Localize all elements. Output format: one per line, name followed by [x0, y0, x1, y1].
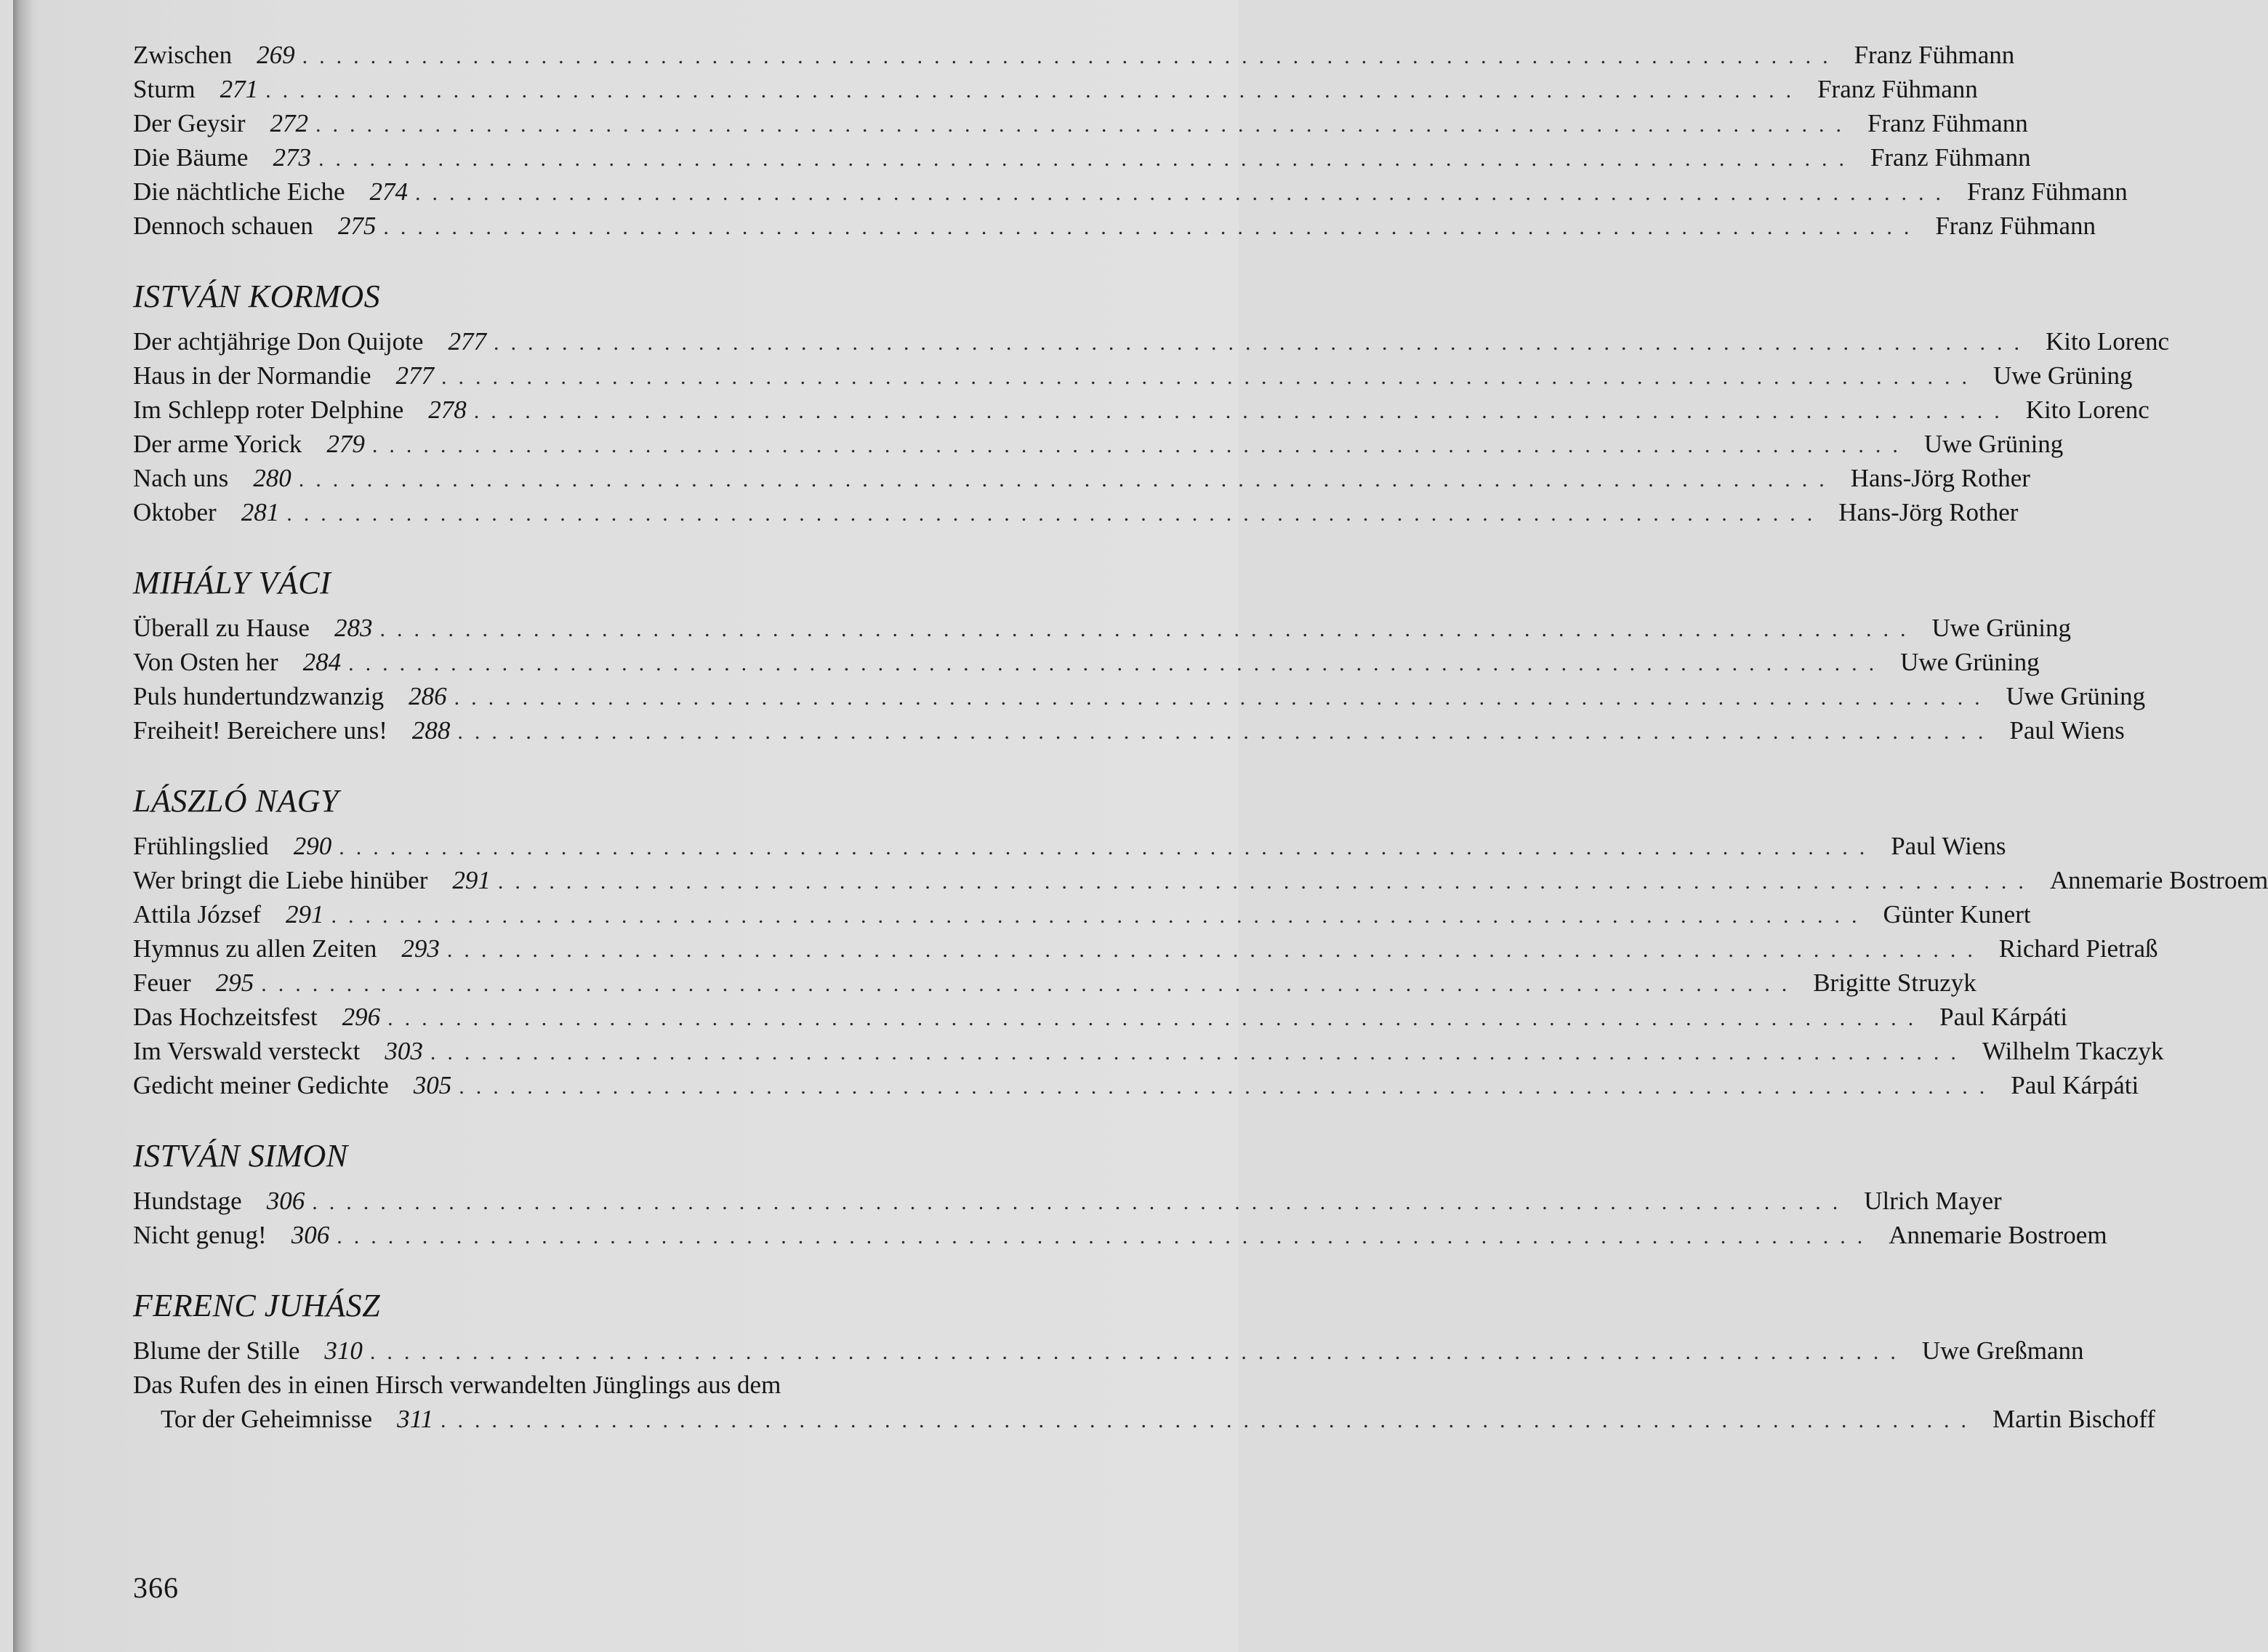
poem-title: Der achtjährige Don Quijote — [133, 327, 424, 356]
toc-entry — [133, 393, 2150, 427]
page-number: 306 — [266, 1187, 305, 1215]
page-number: 281 — [241, 498, 280, 526]
page-number: 274 — [369, 177, 409, 206]
page-number: 291 — [452, 866, 491, 894]
translator-name: Wilhelm Tkaczyk — [1982, 1037, 2164, 1065]
poem-title: Die Bäume — [133, 143, 249, 172]
translator-name: Uwe Grüning — [1993, 361, 2133, 390]
page-number: 286 — [409, 682, 447, 710]
dot-leader: .......................................................................................... — [387, 1006, 1926, 1030]
dot-leader: .......................................................................................... — [339, 835, 1877, 859]
dot-leader: .......................................................................................... — [441, 365, 1979, 389]
translator-name: Franz Fühmann — [1935, 212, 2096, 240]
toc-entry — [133, 897, 2031, 931]
translator-name: Annemarie Bostroem — [2049, 866, 2268, 894]
poem-title: Die nächtliche Eiche — [133, 177, 345, 206]
page-number: 305 — [413, 1071, 452, 1099]
page-number: 273 — [273, 143, 311, 172]
toc-entry — [133, 1000, 2068, 1034]
dot-leader: .......................................................................................... — [371, 433, 1910, 457]
translator-name: Uwe Grüning — [1931, 614, 2071, 642]
page-number: 275 — [337, 212, 377, 240]
toc-entry — [133, 645, 2040, 679]
dot-leader: .......................................................................................... — [454, 686, 1992, 710]
translator-name: Uwe Grüning — [1900, 648, 2040, 676]
folio-page-number: 366 — [133, 1571, 179, 1604]
translator-name: Kito Lorenc — [2045, 327, 2170, 356]
dot-leader: .......................................................................................... — [446, 938, 1984, 962]
translator-name: Paul Kárpáti — [1939, 1003, 2068, 1031]
poem-title: Hundstage — [133, 1187, 242, 1215]
translator-name: Hans-Jörg Rother — [1838, 498, 2019, 526]
poem-title: Das Hochzeitsfest — [133, 1003, 318, 1031]
book-page — [13, 0, 2268, 1652]
page-number: 269 — [257, 41, 295, 69]
page-number: 291 — [285, 900, 324, 929]
translator-name: Kito Lorenc — [2025, 396, 2150, 424]
poem-title: Puls hundertundzwanzig — [133, 682, 385, 710]
translator-name: Paul Kárpáti — [2011, 1071, 2139, 1099]
toc-entry — [133, 1218, 2107, 1252]
page-number: 277 — [448, 327, 486, 356]
toc-entry — [133, 324, 2170, 358]
poem-title: Dennoch schauen — [133, 212, 313, 240]
dot-leader: .......................................................................................... — [298, 468, 1836, 492]
translator-name: Franz Fühmann — [1967, 177, 2128, 206]
dot-leader: .......................................................................................... — [473, 399, 2011, 423]
author-heading: ISTVÁN SIMON — [133, 1138, 348, 1174]
page-number: 271 — [220, 75, 259, 103]
toc-entry — [133, 72, 1978, 106]
dot-leader: .......................................................................................... — [440, 1408, 1978, 1432]
translator-name: Uwe Grüning — [2006, 682, 2146, 710]
poem-title: Frühlingslied — [133, 832, 269, 860]
toc-entry — [133, 1068, 2139, 1102]
dot-leader: .......................................................................................... — [383, 215, 1921, 239]
page-number: 277 — [395, 361, 435, 390]
poem-title: Haus in der Normandie — [133, 361, 371, 390]
dot-leader: .......................................................................................... — [459, 1075, 1997, 1099]
toc-entry — [133, 611, 2071, 645]
toc-entry — [133, 679, 2146, 713]
dot-leader: .......................................................................................... — [430, 1040, 1968, 1064]
facing-page-edge — [13, 0, 32, 1652]
toc-entry — [133, 427, 2064, 461]
poem-title: Blume der Stille — [133, 1336, 300, 1365]
translator-name: Uwe Grüning — [1923, 430, 2064, 458]
poem-title: Nach uns — [133, 464, 229, 492]
translator-name: Brigitte Struzyk — [1813, 969, 1977, 997]
toc-entry — [133, 495, 2019, 529]
translator-name: Franz Fühmann — [1854, 41, 2015, 69]
toc-entry — [133, 863, 2268, 897]
page-number: 293 — [401, 934, 440, 963]
poem-title: Nicht genug! — [133, 1221, 267, 1249]
poem-title: Sturm — [133, 75, 196, 103]
dot-leader: .......................................................................................... — [265, 79, 1803, 103]
dot-leader: .......................................................................................... — [369, 1340, 1907, 1364]
page-number: 296 — [342, 1003, 381, 1031]
toc-entry — [133, 461, 2030, 495]
poem-title: Überall zu Hause — [133, 614, 310, 642]
page-number: 303 — [385, 1037, 423, 1065]
poem-title: Hymnus zu allen Zeiten — [133, 934, 377, 963]
translator-name: Martin Bischoff — [1992, 1405, 2155, 1433]
poem-title: Der arme Yorick — [133, 430, 302, 458]
page-number: 290 — [293, 832, 332, 860]
dot-leader: .......................................................................................... — [337, 1224, 1875, 1248]
toc-entry — [133, 209, 2096, 243]
poem-title: Von Osten her — [133, 648, 278, 676]
toc-entry — [133, 1034, 2164, 1068]
toc-section — [133, 563, 2146, 747]
page-number: 295 — [215, 969, 254, 997]
poem-title: Zwischen — [133, 41, 233, 69]
toc-entry — [133, 1402, 2155, 1436]
page-number: 310 — [324, 1336, 363, 1365]
page-number: 284 — [302, 648, 342, 676]
translator-name: Uwe Greßmann — [1921, 1336, 2084, 1365]
author-heading: MIHÁLY VÁCI — [133, 565, 331, 601]
dot-leader: .......................................................................................... — [312, 1190, 1850, 1214]
author-heading: LÁSZLÓ NAGY — [133, 783, 339, 819]
page-number: 283 — [334, 614, 373, 642]
toc-entry — [133, 175, 2128, 209]
poem-title-line-2: Tor der Geheimnisse — [161, 1405, 373, 1433]
poem-title-line-1: Das Rufen des in einen Hirsch verwandelten Jünglings aus dem — [133, 1371, 781, 1399]
dot-leader: .......................................................................................... — [348, 651, 1886, 675]
poem-title: Der Geysir — [133, 109, 246, 137]
dot-leader: .......................................................................................... — [315, 113, 1854, 137]
translator-name: Richard Pietraß — [1998, 934, 2158, 963]
dot-leader: .......................................................................................... — [497, 870, 2035, 894]
dot-leader: .......................................................................................... — [286, 502, 1825, 526]
translator-name: Paul Wiens — [2009, 716, 2125, 745]
toc-section — [133, 276, 2170, 529]
toc-entry — [133, 829, 2006, 863]
translator-name: Paul Wiens — [1891, 832, 2006, 860]
poem-title: Im Schlepp roter Delphine — [133, 396, 404, 424]
page-number: 306 — [291, 1221, 330, 1249]
toc-entry — [133, 713, 2125, 747]
translator-name: Franz Fühmann — [1867, 109, 2028, 137]
page-number: 311 — [397, 1405, 433, 1433]
translator-name: Franz Fühmann — [1870, 143, 2031, 172]
poem-title: Attila József — [133, 900, 261, 929]
translator-name: Hans-Jörg Rother — [1850, 464, 2030, 492]
toc-entry — [133, 358, 2133, 393]
toc-entry — [133, 966, 1977, 1000]
toc-entry — [133, 38, 2015, 72]
page-number: 278 — [428, 396, 467, 424]
toc-entry — [133, 1334, 2084, 1368]
dot-leader: .......................................................................................... — [493, 331, 2031, 355]
page-number: 280 — [253, 464, 291, 492]
page-number: 288 — [411, 716, 451, 745]
dot-leader: .......................................................................................... — [318, 147, 1856, 171]
translator-name: Annemarie Bostroem — [1889, 1221, 2107, 1249]
toc-section-continued — [133, 38, 2128, 243]
page-number: 272 — [270, 109, 309, 137]
poem-title: Freiheit! Bereichere uns! — [133, 716, 387, 745]
poem-title: Im Verswald versteckt — [133, 1037, 361, 1065]
translator-name: Günter Kunert — [1883, 900, 2031, 929]
dot-leader: .......................................................................................... — [457, 720, 1995, 744]
table-of-contents — [133, 38, 2268, 1436]
toc-section — [133, 1136, 2107, 1252]
toc-section — [133, 1286, 2155, 1436]
toc-entry — [133, 1184, 2002, 1218]
dot-leader: .......................................................................................... — [302, 44, 1840, 68]
author-heading: ISTVÁN KORMOS — [133, 278, 381, 314]
toc-section — [133, 781, 2268, 1102]
poem-title: Feuer — [133, 969, 191, 997]
poem-title: Gedicht meiner Gedichte — [133, 1071, 389, 1099]
dot-leader: .......................................................................................... — [379, 617, 1918, 641]
dot-leader: .......................................................................................... — [261, 972, 1799, 996]
toc-entry — [133, 140, 2031, 175]
page-number: 279 — [326, 430, 365, 458]
poem-title: Wer bringt die Liebe hinüber — [133, 866, 428, 894]
dot-leader: .......................................................................................... — [415, 181, 1953, 205]
translator-name: Franz Fühmann — [1817, 75, 1978, 103]
dot-leader: .......................................................................................... — [331, 904, 1869, 928]
toc-entry — [133, 931, 2158, 966]
toc-entry — [133, 106, 2028, 140]
poem-title: Oktober — [133, 498, 217, 526]
author-heading: FERENC JUHÁSZ — [133, 1288, 381, 1323]
translator-name: Ulrich Mayer — [1864, 1187, 2002, 1215]
